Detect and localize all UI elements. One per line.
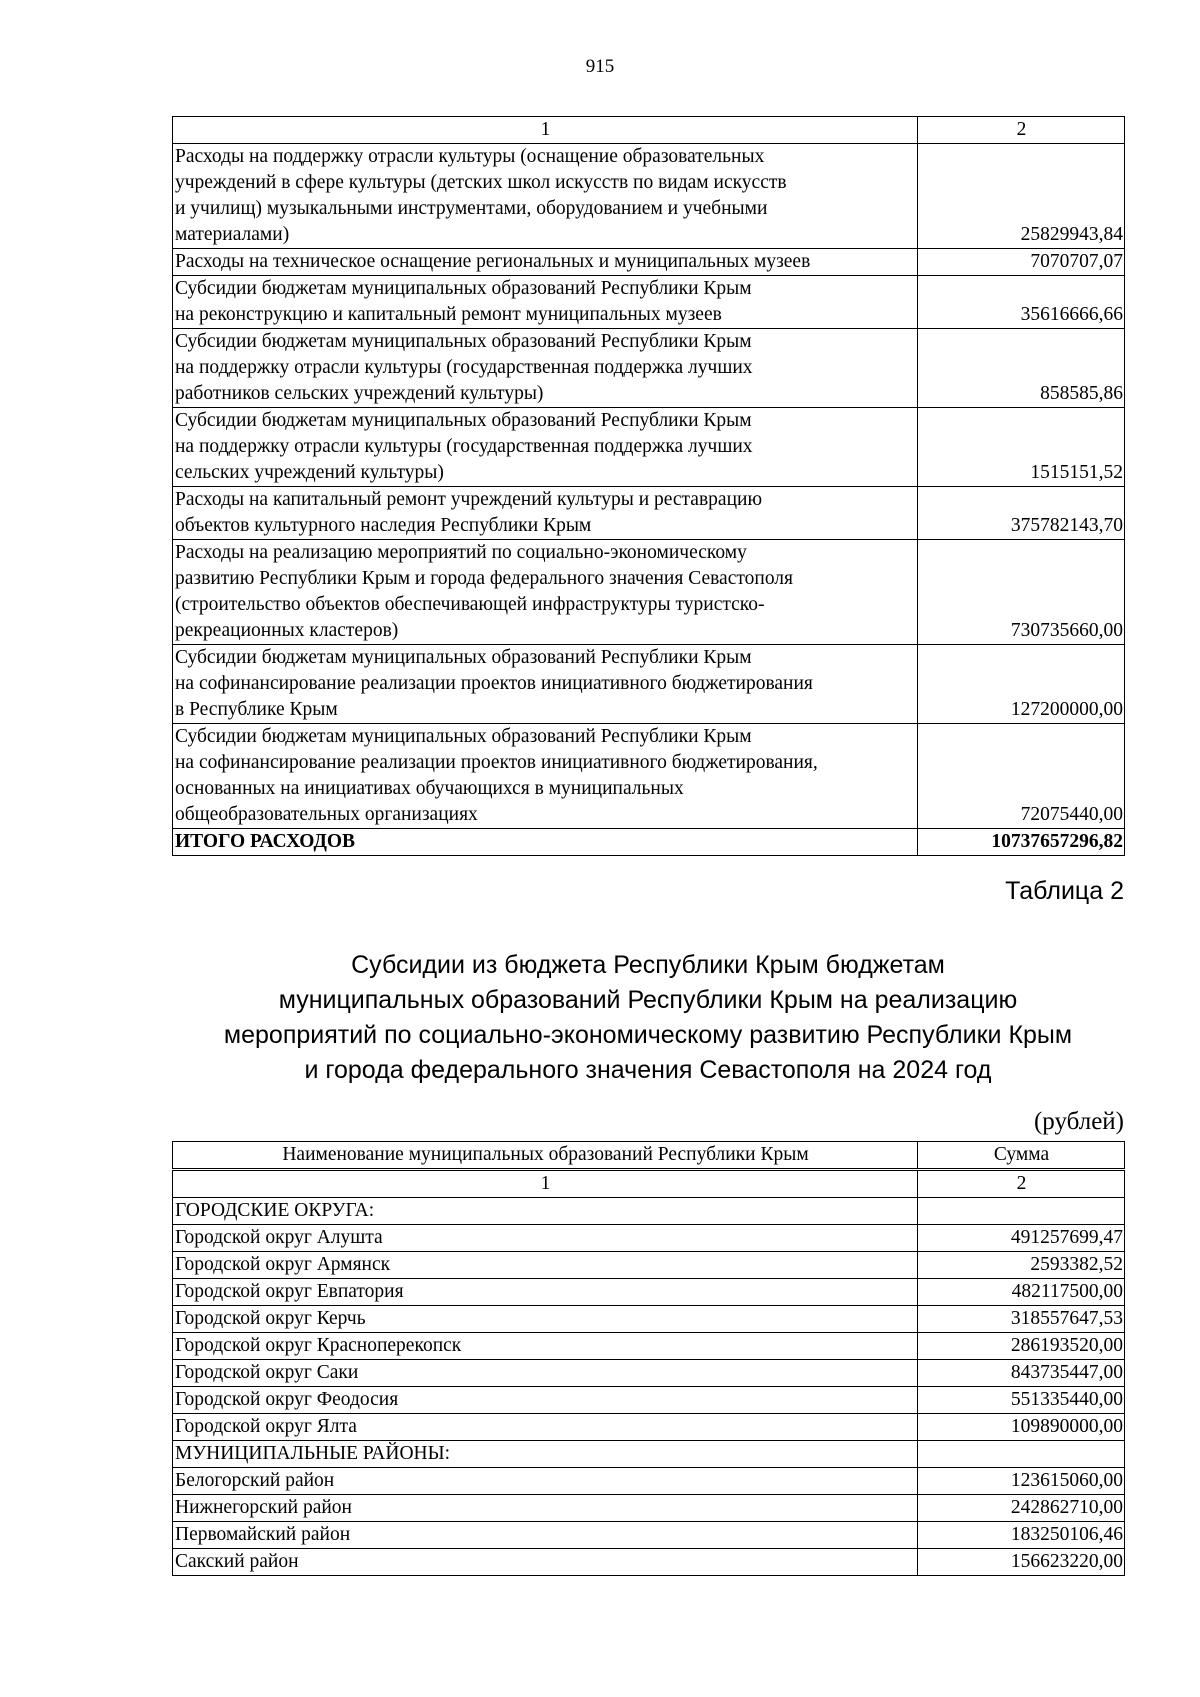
table-row [173, 1360, 1125, 1387]
expense-amount: 375782143,70 [918, 487, 1125, 540]
expense-description: Расходы на капитальный ремонт учреждений культуры и реставрацию объектов культурного наследия Республики Крым [173, 487, 918, 540]
municipality-amount: 491257699,47 [918, 1225, 1125, 1252]
table-row [173, 1306, 1125, 1333]
expense-amount: 72075440,00 [918, 724, 1125, 829]
table-row [173, 249, 1125, 276]
expense-description: Расходы на реализацию мероприятий по социально-экономическому развитию Республики Крым и города федерального значения Севастополя (строительство объектов обеспечивающей инфраструктуры туристско- рекреационных кластеров) [173, 540, 918, 645]
municipality-name: Городской округ Армянск [173, 1252, 918, 1279]
expense-amount: 127200000,00 [918, 645, 1125, 724]
municipality-name: Первомайский район [173, 1522, 918, 1549]
table-row [173, 1333, 1125, 1360]
table-row [173, 408, 1125, 487]
unit-label: (рублей) [1033, 1108, 1124, 1135]
table-row [173, 1549, 1125, 1576]
municipality-amount: 482117500,00 [918, 1279, 1125, 1306]
municipality-name: Городской округ Феодосия [173, 1387, 918, 1414]
expense-description: Субсидии бюджетам муниципальных образований Республики Крым на поддержку отрасли культуры (государственная поддержка лучших сельских учреждений культуры) [173, 408, 918, 487]
section-label: МУНИЦИПАЛЬНЫЕ РАЙОНЫ: [173, 1441, 918, 1468]
table-row [173, 144, 1125, 249]
table-row [173, 1414, 1125, 1441]
expense-description: Субсидии бюджетам муниципальных образований Республики Крым на поддержку отрасли культуры (государственная поддержка лучших работников сельских учреждений культуры) [173, 329, 918, 408]
municipality-name: Городской округ Алушта [173, 1225, 918, 1252]
section-row [173, 1198, 1125, 1225]
expense-amount: 858585,86 [918, 329, 1125, 408]
table-row [173, 724, 1125, 829]
municipality-amount: 156623220,00 [918, 1549, 1125, 1576]
municipality-amount: 286193520,00 [918, 1333, 1125, 1360]
municipality-amount: 242862710,00 [918, 1495, 1125, 1522]
municipality-amount: 123615060,00 [918, 1468, 1125, 1495]
page-number: 915 [585, 56, 615, 77]
table-row [173, 1495, 1125, 1522]
table-row [173, 276, 1125, 329]
municipality-name: Белогорский район [173, 1468, 918, 1495]
municipality-name: Городской округ Евпатория [173, 1279, 918, 1306]
table-row [173, 1252, 1125, 1279]
column-number-1: 1 [173, 1171, 918, 1198]
subsidies-table-header [172, 1141, 1125, 1169]
municipality-amount [918, 1198, 1125, 1225]
table-row [173, 1225, 1125, 1252]
municipality-name: Нижнегорский район [173, 1495, 918, 1522]
municipality-name: Городской округ Ялта [173, 1414, 918, 1441]
total-label: ИТОГО РАСХОДОВ [173, 829, 918, 856]
table-row [173, 1279, 1125, 1306]
table-row [173, 540, 1125, 645]
section-row [173, 1441, 1125, 1468]
expense-description: Расходы на поддержку отрасли культуры (оснащение образовательных учреждений в сфере культуры (детских школ искусств по видам искусств и училищ) музыкальными инструментами, оборудованием и учебными материалами) [173, 144, 918, 249]
municipality-amount: 109890000,00 [918, 1414, 1125, 1441]
column-number-row [173, 117, 1125, 144]
municipality-amount: 2593382,52 [918, 1252, 1125, 1279]
table-label: Таблица 2 [1005, 877, 1124, 905]
table-row [173, 1522, 1125, 1549]
header-row [173, 1142, 1125, 1169]
expense-description: Расходы на техническое оснащение региональных и муниципальных музеев [173, 249, 918, 276]
column-number-2: 2 [918, 1171, 1125, 1198]
municipality-name: Городской округ Красноперекопск [173, 1333, 918, 1360]
table-row [173, 329, 1125, 408]
column-number-1: 1 [173, 117, 918, 144]
header-sum: Сумма [918, 1142, 1125, 1169]
total-amount: 10737657296,82 [918, 829, 1125, 856]
table-row [173, 487, 1125, 540]
table-title: Субсидии из бюджета Республики Крым бюджетам муниципальных образований Республики Крым на реализацию мероприятий по социально-экономическому развитию Республики Крым и города федерального значения Севастополя на 2024 год [223, 951, 1073, 1084]
column-number-2: 2 [918, 117, 1125, 144]
expenses-table [172, 116, 1125, 856]
expense-description: Субсидии бюджетам муниципальных образований Республики Крым на софинансирование реализации проектов инициативного бюджетирования, основанных на инициативах обучающихся в муниципальных общеобразовательных организациях [173, 724, 918, 829]
municipality-amount: 843735447,00 [918, 1360, 1125, 1387]
municipality-name: Городской округ Керчь [173, 1306, 918, 1333]
table-row [173, 1387, 1125, 1414]
expense-description: Субсидии бюджетам муниципальных образований Республики Крым на софинансирование реализации проектов инициативного бюджетирования в Республике Крым [173, 645, 918, 724]
municipality-amount: 318557647,53 [918, 1306, 1125, 1333]
expense-description: Субсидии бюджетам муниципальных образований Республики Крым на реконструкцию и капитальный ремонт муниципальных музеев [173, 276, 918, 329]
municipality-amount: 183250106,46 [918, 1522, 1125, 1549]
municipality-name: Городской округ Саки [173, 1360, 918, 1387]
municipality-name: Сакский район [173, 1549, 918, 1576]
section-label: ГОРОДСКИЕ ОКРУГА: [173, 1198, 918, 1225]
total-row [173, 829, 1125, 856]
table-row [173, 1468, 1125, 1495]
expense-amount: 1515151,52 [918, 408, 1125, 487]
municipality-amount: 551335440,00 [918, 1387, 1125, 1414]
expense-amount: 25829943,84 [918, 144, 1125, 249]
municipality-amount [918, 1441, 1125, 1468]
subsidies-table [172, 1170, 1125, 1576]
expense-amount: 730735660,00 [918, 540, 1125, 645]
column-number-row [173, 1171, 1125, 1198]
expense-amount: 7070707,07 [918, 249, 1125, 276]
header-name: Наименование муниципальных образований Республики Крым [173, 1142, 918, 1169]
expense-amount: 35616666,66 [918, 276, 1125, 329]
table-row [173, 645, 1125, 724]
